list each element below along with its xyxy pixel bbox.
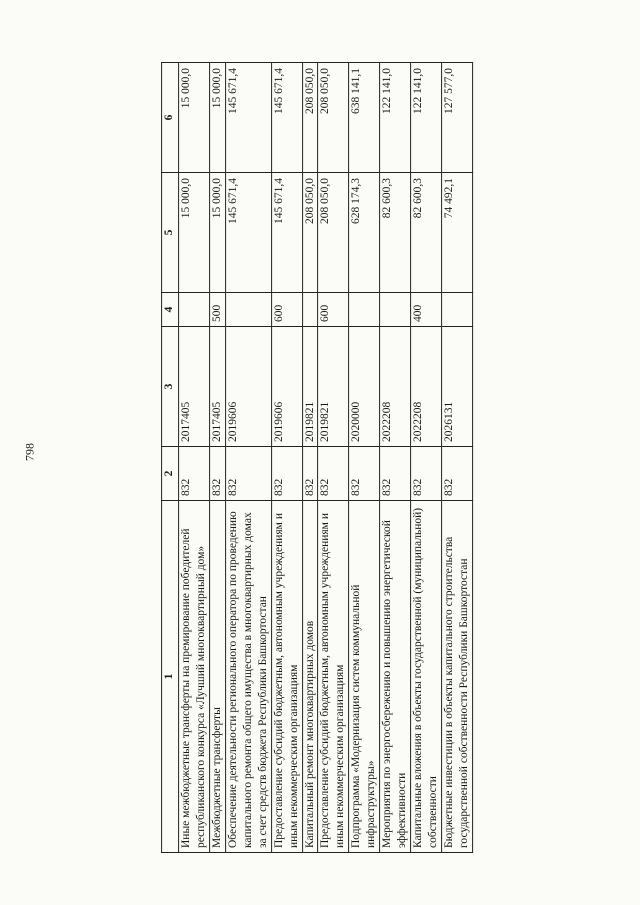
table-row <box>318 63 349 853</box>
cell-col6: 122 141,0 <box>411 63 442 173</box>
cell-col3: 2019821 <box>318 327 349 447</box>
cell-name: Предоставление субсидий бюджетным, автономным учреждениям и иным некоммерческим организациям <box>271 501 302 853</box>
cell-col3: 2020000 <box>349 327 380 447</box>
cell-col6: 145 671,4 <box>271 63 302 173</box>
cell-col4: 600 <box>318 293 349 327</box>
cell-col4 <box>302 293 318 327</box>
cell-name: Межбюджетные трансферты <box>209 501 225 853</box>
cell-col3: 2017405 <box>209 327 225 447</box>
cell-col5: 628 174,3 <box>349 173 380 293</box>
cell-col4 <box>179 293 210 327</box>
rotated-table-wrapper <box>161 63 473 853</box>
cell-col5: 82 600,3 <box>411 173 442 293</box>
cell-col3: 2019606 <box>225 327 271 447</box>
header-col-6: 6 <box>162 63 179 173</box>
cell-col2: 832 <box>271 447 302 501</box>
cell-col4: 400 <box>411 293 442 327</box>
cell-col6: 208 050,0 <box>302 63 318 173</box>
cell-col5: 82 600,3 <box>380 173 411 293</box>
page-number: 798 <box>22 443 37 461</box>
cell-col4 <box>442 293 473 327</box>
cell-col2: 832 <box>209 447 225 501</box>
cell-name: Обеспечение деятельности регионального оператора по проведению капитального ремонта общего имущества в многоквартирных домах за счет средств бюджета Республики Башкортостан <box>225 501 271 853</box>
cell-col3: 2017405 <box>179 327 210 447</box>
cell-name: Бюджетные инвестиции в объекты капитального строительства государственной собственности Республики Башкортостан <box>442 501 473 853</box>
cell-col2: 832 <box>318 447 349 501</box>
cell-col5: 15 000,0 <box>209 173 225 293</box>
cell-col2: 832 <box>349 447 380 501</box>
cell-col3: 2019606 <box>271 327 302 447</box>
table-row <box>349 63 380 853</box>
cell-col5: 74 492,1 <box>442 173 473 293</box>
cell-col2: 832 <box>225 447 271 501</box>
cell-col3: 2026131 <box>442 327 473 447</box>
header-col-5: 5 <box>162 173 179 293</box>
header-col-2: 2 <box>162 447 179 501</box>
cell-col6: 638 141,1 <box>349 63 380 173</box>
cell-col4 <box>349 293 380 327</box>
cell-col6: 15 000,0 <box>209 63 225 173</box>
table-row <box>271 63 302 853</box>
cell-col6: 208 050,0 <box>318 63 349 173</box>
table-row <box>209 63 225 853</box>
cell-name: Капитальные вложения в объекты государственной (муниципальной) собственности <box>411 501 442 853</box>
cell-col3: 2022208 <box>411 327 442 447</box>
table-row <box>380 63 411 853</box>
cell-col6: 145 671,4 <box>225 63 271 173</box>
cell-col2: 832 <box>380 447 411 501</box>
cell-name: Подпрограмма «Модернизация систем коммунальной инфраструктуры» <box>349 501 380 853</box>
table-row <box>179 63 210 853</box>
cell-col6: 15 000,0 <box>179 63 210 173</box>
cell-col5: 15 000,0 <box>179 173 210 293</box>
header-row <box>162 63 179 853</box>
cell-col5: 145 671,4 <box>271 173 302 293</box>
table-row <box>442 63 473 853</box>
cell-col5: 208 050,0 <box>318 173 349 293</box>
cell-col5: 208 050,0 <box>302 173 318 293</box>
cell-name: Мероприятия по энергосбережению и повышению энергетической эффективности <box>380 501 411 853</box>
cell-col2: 832 <box>302 447 318 501</box>
cell-col6: 122 141,0 <box>380 63 411 173</box>
cell-name: Капитальный ремонт многоквартирных домов <box>302 501 318 853</box>
cell-col5: 145 671,4 <box>225 173 271 293</box>
header-col-1: 1 <box>162 501 179 853</box>
cell-col2: 832 <box>411 447 442 501</box>
cell-col2: 832 <box>179 447 210 501</box>
budget-table <box>161 62 473 853</box>
cell-name: Предоставление субсидий бюджетным, автономным учреждениям и иным некоммерческим организациям <box>318 501 349 853</box>
cell-col4: 500 <box>209 293 225 327</box>
table-row <box>411 63 442 853</box>
header-col-4: 4 <box>162 293 179 327</box>
cell-col2: 832 <box>442 447 473 501</box>
cell-col4 <box>225 293 271 327</box>
cell-col4: 600 <box>271 293 302 327</box>
table-row <box>302 63 318 853</box>
cell-col3: 2019821 <box>302 327 318 447</box>
cell-col3: 2022208 <box>380 327 411 447</box>
header-col-3: 3 <box>162 327 179 447</box>
cell-name: Иные межбюджетные трансферты на премирование победителей республиканского конкурса «Лучший многоквартирный дом» <box>179 501 210 853</box>
cell-col4 <box>380 293 411 327</box>
table-row <box>225 63 271 853</box>
cell-col6: 127 577,0 <box>442 63 473 173</box>
